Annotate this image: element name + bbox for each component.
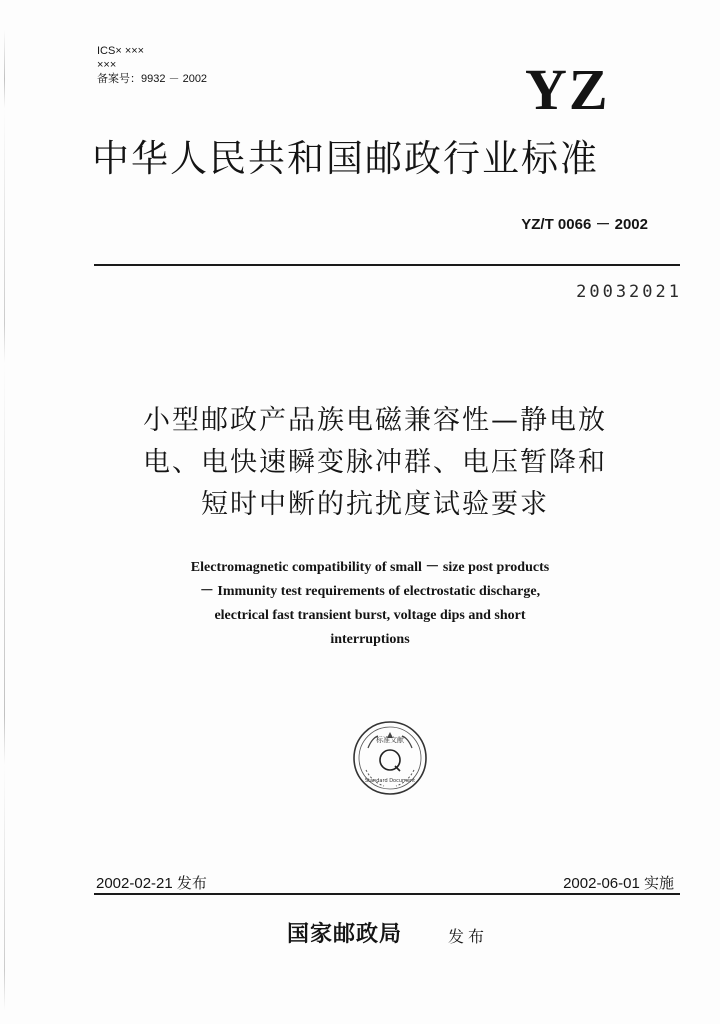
publish-label: 发布 [448, 927, 489, 946]
standard-type-title: 中华人民共和国邮政行业标准 [92, 137, 599, 180]
seal-stamp-icon [350, 718, 430, 798]
record-number: 备案号：9932 － 2002 [97, 73, 208, 85]
footer-divider [94, 893, 680, 895]
chinese-title-line: 电、电快速瞬变脉冲群、电压暂降和 [143, 447, 607, 478]
english-title-line: － Immunity test requirements of electrostatic discharge, [199, 584, 541, 599]
seal-subtext: Standard Document [364, 778, 416, 784]
implementation-date: 2002-06-01 实施 [563, 875, 674, 892]
seal-text: 标准文献 [376, 736, 404, 744]
ics-code: ICS× ××× [97, 45, 145, 57]
classification-block [97, 44, 207, 86]
english-title-line: Electromagnetic compatibility of small － size post products [190, 560, 550, 575]
standard-code: YZ/T 0066 － 2002 [521, 216, 648, 233]
chinese-title [95, 400, 655, 526]
english-title [120, 556, 620, 652]
scan-edge [4, 30, 5, 1010]
publisher-name: 国家邮政局 [287, 921, 403, 947]
chinese-title-line: 短时中断的抗扰度试验要求 [201, 489, 549, 520]
header-divider [94, 264, 680, 266]
stamp-number: 20032021 [576, 282, 682, 302]
chinese-title-line: 小型邮政产品族电磁兼容性—静电放 [143, 405, 607, 436]
english-title-line: interruptions [330, 632, 410, 647]
issue-date: 2002-02-21 发布 [96, 875, 207, 892]
brand-logo: YZ [525, 57, 610, 122]
english-title-line: electrical fast transient burst, voltage dips and short [214, 608, 526, 623]
ccs-code: ××× [97, 59, 117, 71]
